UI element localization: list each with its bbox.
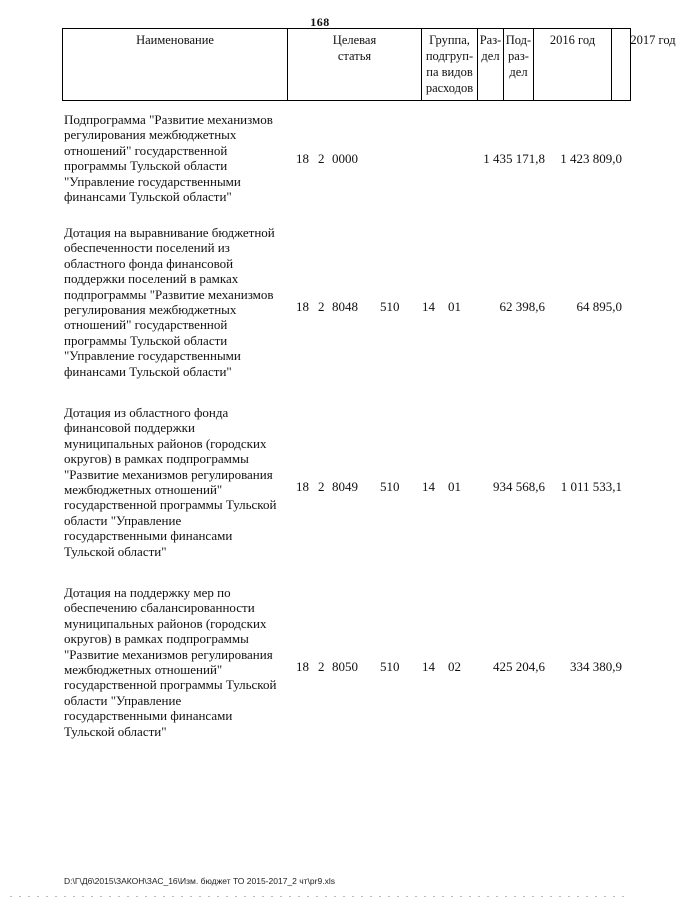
target-code-direction: 8049	[332, 479, 358, 494]
header-year-2017-label: 2017 год	[630, 33, 676, 47]
row-name-line: Тульской области"	[64, 723, 167, 739]
header-name	[63, 29, 288, 100]
razdel: 14	[422, 299, 435, 314]
row-name-line: округов) в рамках подпрограммы	[64, 631, 249, 647]
row-name-line: государственными финансами	[64, 708, 233, 724]
row-name-line: округов) в рамках подпрограммы	[64, 451, 249, 467]
razdel: 14	[422, 659, 435, 674]
row-name-line: программы Тульской области	[64, 332, 228, 348]
target-code-direction: 8050	[332, 659, 358, 674]
header-podrazdel-line: Под-	[505, 33, 532, 47]
header-group-line: па видов	[426, 65, 473, 79]
target-code-subprogram: 2	[318, 151, 325, 166]
row-name-line: "Развитие механизмов регулирования	[64, 646, 273, 662]
row-name-line: Дотация на выравнивание бюджетной	[64, 225, 275, 240]
row-name-line: Дотация из областного фонда	[64, 405, 229, 420]
row-name-line: финансами Тульской области"	[64, 363, 232, 379]
header-group-line: Группа,	[429, 33, 470, 47]
row-name-line: межбюджетных отношений"	[64, 662, 223, 678]
amount-2017: 1 011 533,1	[560, 479, 622, 494]
row-name-line: муниципальных районов (городских	[64, 435, 267, 451]
amount-2016: 1 435 171,8	[483, 151, 545, 166]
amount-2017: 64 895,0	[576, 299, 622, 314]
header-razdel	[478, 29, 504, 100]
header-year-2016-label: 2016 год	[549, 33, 596, 47]
target-code-program: 18	[296, 659, 309, 674]
row-name-line: государственной программы Тульской	[64, 497, 277, 513]
row-name-line: государственной программы Тульской	[64, 677, 277, 693]
target-code-subprogram: 2	[318, 479, 325, 494]
podrazdel: 01	[448, 299, 461, 314]
target-code-subprogram: 2	[318, 659, 325, 674]
row-name-line: Подпрограмма "Развитие механизмов	[64, 112, 273, 127]
target-code-program: 18	[296, 479, 309, 494]
header-name-label: Наименование	[136, 33, 214, 47]
amount-2017: 1 423 809,0	[560, 151, 622, 166]
row-name-line: областного фонда финансовой	[64, 255, 234, 271]
table-header	[62, 28, 676, 101]
row-name-line: "Развитие механизмов регулирования	[64, 466, 273, 482]
amount-2016: 62 398,6	[499, 299, 545, 314]
target-code-direction: 8048	[332, 299, 358, 314]
row-name-line: "Управление государственными	[64, 348, 241, 364]
row-name	[64, 112, 282, 204]
row-name-line: области "Управление	[64, 512, 182, 528]
expense-group: 510	[380, 299, 400, 314]
row-name-line: обеспеченности поселений из	[64, 240, 230, 256]
expense-group: 510	[380, 659, 400, 674]
row-name-line: финансами Тульской области"	[64, 189, 232, 205]
podrazdel: 02	[448, 659, 461, 674]
row-name-line: муниципальных районов (городских	[64, 615, 267, 631]
podrazdel: 01	[448, 479, 461, 494]
header-podrazdel-line: раз-	[508, 49, 529, 63]
row-name-line: регулирования межбюджетных	[64, 302, 237, 318]
scan-artifact-line	[10, 896, 630, 897]
header-target-line2: статья	[337, 49, 372, 63]
page-number: 168	[310, 15, 330, 29]
row-name-line: финансовой поддержки	[64, 420, 195, 436]
header-razdel-line: Раз-	[479, 33, 502, 47]
target-code-subprogram: 2	[318, 299, 325, 314]
target-code-direction: 0000	[332, 151, 358, 166]
header-year-2017	[612, 29, 694, 100]
row-name-line: поддержки поселений в рамках	[64, 271, 239, 287]
amount-2016: 934 568,6	[493, 479, 545, 494]
razdel: 14	[422, 479, 435, 494]
row-name-line: программы Тульской области	[64, 158, 228, 174]
row-name-line: области "Управление	[64, 692, 182, 708]
amount-2017: 334 380,9	[570, 659, 622, 674]
row-name-line: отношений" государственной	[64, 142, 228, 158]
row-name-line: отношений" государственной	[64, 317, 228, 333]
amount-2016: 425 204,6	[493, 659, 545, 674]
header-group-line: расходов	[425, 81, 474, 95]
row-name	[64, 225, 282, 379]
header-target-article	[288, 29, 422, 100]
row-name	[64, 585, 282, 739]
header-expense-group	[422, 29, 478, 100]
target-code-program: 18	[296, 151, 309, 166]
file-path-footer: D:\Г\Д6\2015\ЗАКОН\ЗАС_16\Изм. бюджет ТО 2015-2017_2 чт\pr9.xls	[64, 876, 335, 886]
row-name-line: подпрограммы "Развитие механизмов	[64, 286, 274, 302]
row-name-line: государственными финансами	[64, 528, 233, 544]
row-name-line: Тульской области"	[64, 543, 167, 559]
expense-group: 510	[380, 479, 400, 494]
header-target-line1: Целевая	[332, 33, 377, 47]
header-razdel-line: дел	[481, 49, 500, 63]
target-code-program: 18	[296, 299, 309, 314]
header-group-line: подгруп-	[425, 49, 474, 63]
row-name-line: Дотация на поддержку мер по	[64, 585, 231, 600]
header-podrazdel-line: дел	[509, 65, 528, 79]
row-name	[64, 405, 282, 559]
row-name-line: обеспечению сбалансированности	[64, 600, 255, 616]
row-name-line: межбюджетных отношений"	[64, 482, 223, 498]
header-year-2016	[534, 29, 612, 100]
row-name-line: "Управление государственными	[64, 173, 241, 189]
header-podrazdel	[504, 29, 534, 100]
row-name-line: регулирования межбюджетных	[64, 127, 237, 143]
